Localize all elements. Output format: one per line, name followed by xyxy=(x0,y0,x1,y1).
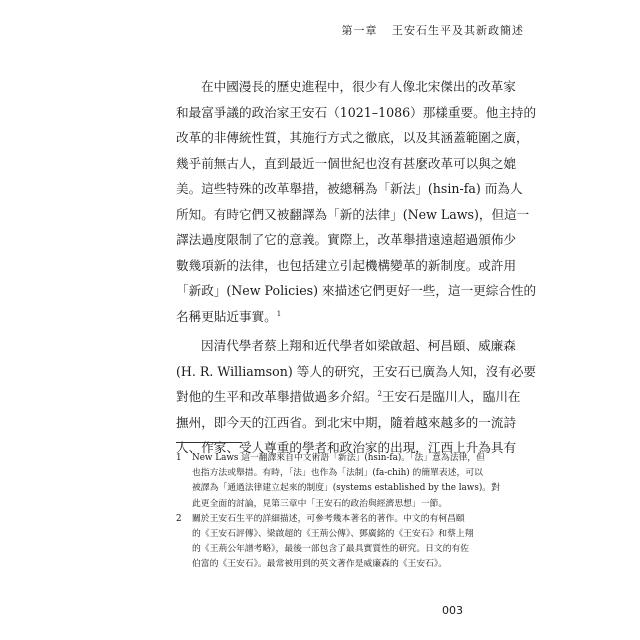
running-head-title: 王安石生平及其新政簡述 xyxy=(392,24,524,37)
text-line: 改革的非傳統性質，其施行方式之徹底，以及其涵蓋範圍之廣， xyxy=(176,130,529,145)
text-line: 和最富爭議的政治家王安石（1021–1086）那樣重要。他主持的 xyxy=(176,104,537,120)
text-segment: 對他的生平和改革舉措做過多介紹。 xyxy=(176,389,378,404)
footnote-2 xyxy=(176,512,476,573)
text-line: 美。這些特殊的改革舉措，被總稱為「新法」(hsin-fa) 而為人 xyxy=(176,181,523,196)
footnote-text: 的《王安石評傳》、梁啟超的《王荊公傳》、鄧廣銘的《王安石》和蔡上翔 xyxy=(192,528,474,539)
footnote-text: 被譯為「通過法律建立起來的制度」(systems established by the laws)。對 xyxy=(192,483,500,494)
footnote-line xyxy=(176,451,485,466)
footnote-line xyxy=(176,497,476,512)
footnote-number: 2 xyxy=(176,513,182,524)
page-number: 003 xyxy=(442,604,463,617)
running-head-chapter: 第一章 xyxy=(341,24,378,37)
footnotes xyxy=(176,451,500,573)
footnote-number: 1 xyxy=(176,453,182,463)
running-head xyxy=(342,22,525,38)
text-line-content: 名稱更貼近事實。 xyxy=(176,308,277,324)
footnote-line xyxy=(176,512,476,527)
text-line: 人、作家、受人尊重的學者和政治家的出現，江西上升為具有 xyxy=(176,440,517,455)
text-line: 數幾項新的法律，也包括建立引起機構變革的新制度。或許用 xyxy=(176,257,517,273)
footnote-text: 也指方法或舉措。有時，「法」也作為「法制」(fa-chih) 的簡單表述，可以 xyxy=(192,468,483,479)
footnote-text: 此更全面的討論，見第三章中「王安石的政治與經濟思想」一節。 xyxy=(192,498,448,509)
footnote-line xyxy=(176,557,476,572)
text-line: 「新政」(New Policies) 來描述它們更好一些，這一更綜合性的 xyxy=(176,283,537,298)
text-line: 撫州，即今天的江西省。到北宋中期，隨着越來越多的一流詩 xyxy=(176,414,517,430)
footnote-1 xyxy=(176,451,500,512)
text-segment: 王安石是臨川人，臨川在 xyxy=(381,389,521,404)
footnote-line xyxy=(176,542,476,557)
footnote-ref-2[interactable]: 2 xyxy=(377,389,382,398)
text-line: (H. R. Williamson) 等人的研究，王安石已廣為人知，沒有必要 xyxy=(176,363,537,379)
body-text xyxy=(176,74,537,461)
text-line: 譯法過度限制了它的意義。實際上，改革舉措遠遠超過頒佈少 xyxy=(176,232,517,247)
footnote-line xyxy=(176,466,483,481)
text-line: 在中國漫長的歷史進程中，很少有人像北宋傑出的改革家 xyxy=(201,79,516,94)
footnote-text: 關於王安石生平的詳細描述，可參考幾本著名的著作。中文的有柯昌頤 xyxy=(192,513,465,524)
paragraph-1 xyxy=(176,74,537,329)
text-line-last xyxy=(176,304,470,330)
text-line: 因清代學者蔡上翔和近代學者如梁啟超、柯昌頤、威廉森 xyxy=(201,338,516,353)
footnote-text: New Laws 這一翻譯來自中文術語「新法」(hsin-fa)。「法」意為法律，但 xyxy=(192,453,485,463)
footnote-text: 伯富的《王安石》。最常被用到的英文著作是威廉森的《王安石》。 xyxy=(192,559,448,570)
text-line-with-ref xyxy=(176,384,521,410)
footnote-line xyxy=(176,481,500,496)
text-line: 幾乎前無古人，直到最近一個世紀也沒有甚麼改革可以與之媲 xyxy=(176,155,517,171)
footnote-text: 的《王荊公年譜考略》，最後一部包含了最具實質性的研究。日文的有佐 xyxy=(192,544,470,555)
footnote-rule xyxy=(176,442,242,443)
text-line: 所知。有時它們又被翻譯為「新的法律」(New Laws)，但這一 xyxy=(176,206,530,222)
footnote-line xyxy=(176,527,476,542)
footnote-ref-1[interactable]: 1 xyxy=(276,309,282,318)
